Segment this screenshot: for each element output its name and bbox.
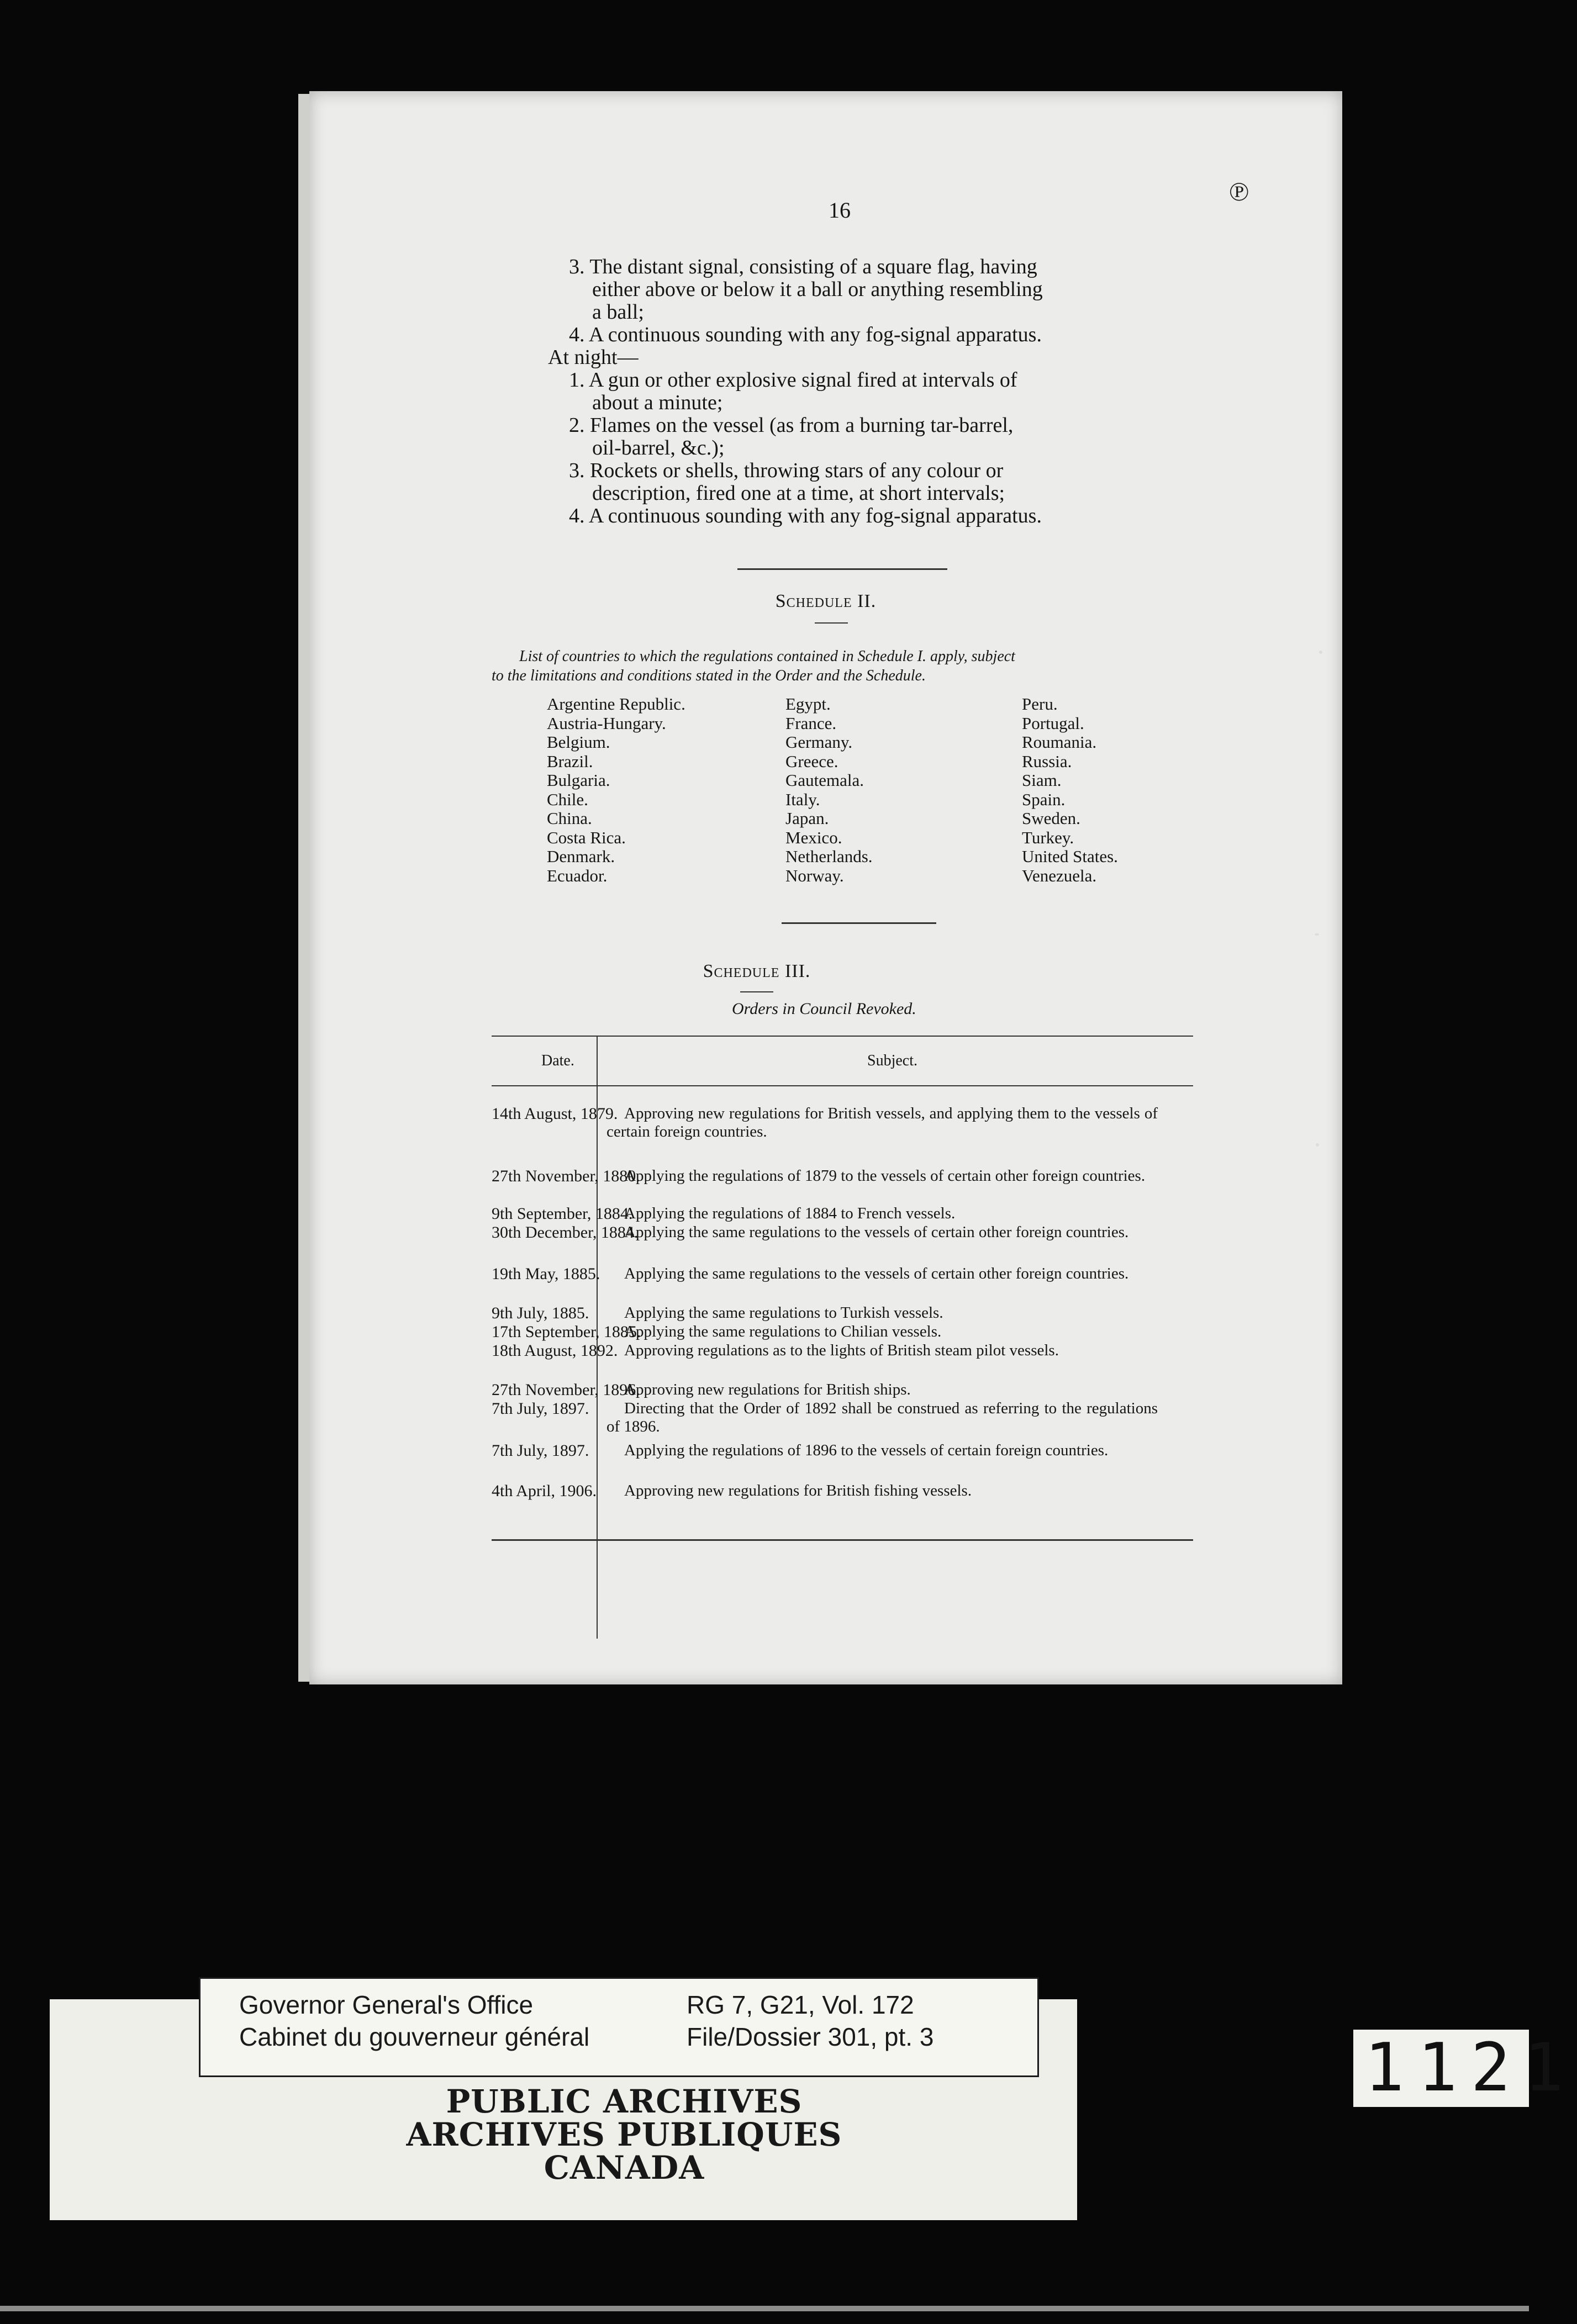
order-subject: Approving new regulations for British vessels, and applying them to the vessels of certain foreign countries.	[606, 1105, 1158, 1140]
country: Bulgaria.	[547, 770, 610, 790]
order-subject: Approving regulations as to the lights of British steam pilot vessels.	[624, 1341, 1059, 1359]
country: Venezuela.	[1022, 865, 1097, 885]
order-date: 30th December, 1884.	[492, 1223, 639, 1242]
order-subject: Approving new regulations for British ships.	[624, 1381, 911, 1398]
order-subject: Applying the same regulations to Chilian vessels.	[624, 1323, 942, 1340]
order-subject: Applying the regulations of 1884 to French vessels.	[624, 1205, 956, 1222]
schedule-2-title: Schedule II.	[775, 591, 877, 611]
country: France.	[785, 713, 837, 733]
country: Ecuador.	[547, 865, 608, 885]
country: China.	[547, 809, 592, 828]
order-subject: Directing that the Order of 1892 shall be construed as referring to the regulations of 1896.	[606, 1399, 1158, 1435]
schedule-3-subtitle: Orders in Council Revoked.	[732, 1000, 916, 1018]
country-column-3	[1022, 695, 1118, 885]
title-dash	[815, 622, 848, 624]
order-date: 19th May, 1885.	[492, 1265, 600, 1283]
order-subject: Applying the regulations of 1896 to the vessels of certain foreign countries.	[624, 1441, 1109, 1459]
column-header-date: Date.	[541, 1052, 574, 1069]
stamp-line-3: CANADA	[544, 2149, 705, 2186]
country: Chile.	[547, 789, 588, 809]
signal-item-3-line-3: a ball;	[592, 300, 644, 324]
page-number: 16	[829, 198, 851, 223]
order-subject: Applying the same regulations to the vessels of certain other foreign countries.	[624, 1265, 1129, 1282]
at-night-heading: At night—	[548, 346, 639, 369]
office-english: Governor General's Office	[239, 1990, 534, 2019]
signal-item-3-line-2: either above or below it a ball or anything resembling	[592, 278, 1043, 301]
schedule-3-title: Schedule III.	[703, 961, 811, 981]
public-archives-stamp	[376, 2085, 873, 2184]
schedule-2-intro-line-1: List of countries to which the regulations contained in Schedule I. apply, subject	[519, 648, 1015, 665]
order-date: 14th August, 1879.	[492, 1105, 618, 1123]
order-date: 4th April, 1906.	[492, 1482, 597, 1500]
country: Norway.	[785, 865, 844, 885]
country: Portugal.	[1022, 713, 1084, 733]
film-speck	[1316, 1143, 1319, 1147]
order-date: 7th July, 1897.	[492, 1399, 589, 1418]
country: Sweden.	[1022, 809, 1080, 828]
order-date: 27th November, 1880.	[492, 1167, 640, 1185]
night-item-2-line-2: oil-barrel, &c.);	[592, 436, 725, 459]
document-page	[309, 91, 1342, 1684]
country: Roumania.	[1022, 732, 1097, 752]
order-date: 27th November, 1896.	[492, 1381, 640, 1399]
night-item-3-line-2: description, fired one at a time, at short intervals;	[592, 482, 1005, 505]
country-column-2	[785, 695, 873, 885]
country: Russia.	[1022, 751, 1072, 771]
country: Gautemala.	[785, 770, 864, 790]
archive-reference-card	[199, 1977, 1039, 2077]
corner-handwritten-mark: ℗	[1229, 177, 1249, 207]
country: Greece.	[785, 751, 838, 771]
country: Austria-Hungary.	[547, 713, 666, 733]
film-speck	[1319, 651, 1322, 654]
country: Mexico.	[785, 827, 842, 847]
signal-item-3-line-1: 3. The distant signal, consisting of a square flag, having	[569, 255, 1037, 278]
order-date: 9th September, 1884.	[492, 1205, 633, 1223]
night-item-4: 4. A continuous sounding with any fog-signal apparatus.	[569, 504, 1042, 527]
night-item-2-line-1: 2. Flames on the vessel (as from a burning tar-barrel,	[569, 414, 1014, 437]
record-group-reference: RG 7, G21, Vol. 172	[687, 1990, 914, 2019]
order-date: 7th July, 1897.	[492, 1441, 589, 1460]
country: Netherlands.	[785, 847, 873, 866]
file-reference: File/Dossier 301, pt. 3	[687, 2022, 934, 2051]
country: Japan.	[785, 809, 829, 828]
title-dash	[740, 991, 773, 992]
order-subject: Approving new regulations for British fishing vessels.	[624, 1482, 972, 1499]
section-divider	[782, 922, 936, 924]
country: Egypt.	[785, 694, 831, 714]
order-subject: Applying the same regulations to the vessels of certain other foreign countries.	[624, 1223, 1129, 1241]
country: Argentine Republic.	[547, 694, 685, 714]
country: Peru.	[1022, 694, 1058, 714]
order-subject: Applying the same regulations to Turkish vessels.	[624, 1304, 943, 1322]
frame-number: 1121	[1353, 2030, 1529, 2107]
table-bottom-rule	[492, 1539, 1193, 1541]
country: Germany.	[785, 732, 853, 752]
order-date: 18th August, 1892.	[492, 1341, 618, 1360]
night-item-1-line-1: 1. A gun or other explosive signal fired at intervals of	[569, 368, 1017, 392]
country: United States.	[1022, 847, 1118, 866]
country: Costa Rica.	[547, 827, 626, 847]
country: Belgium.	[547, 732, 610, 752]
country: Turkey.	[1022, 827, 1074, 847]
night-item-3-line-1: 3. Rockets or shells, throwing stars of any colour or	[569, 459, 1004, 482]
office-french: Cabinet du gouverneur général	[239, 2022, 590, 2051]
country: Denmark.	[547, 847, 615, 866]
country: Siam.	[1022, 770, 1062, 790]
order-subject: Applying the regulations of 1879 to the vessels of certain other foreign countries.	[624, 1167, 1146, 1185]
stamp-line-2: ARCHIVES PUBLIQUES	[406, 2116, 842, 2153]
column-header-subject: Subject.	[867, 1052, 917, 1069]
stamp-line-1: PUBLIC ARCHIVES	[446, 2083, 803, 2120]
signal-item-4: 4. A continuous sounding with any fog-signal apparatus.	[569, 323, 1042, 346]
section-divider	[737, 568, 947, 570]
order-date: 17th September, 1885.	[492, 1323, 641, 1341]
night-item-1-line-2: about a minute;	[592, 391, 723, 414]
film-edge-band	[0, 2306, 1529, 2311]
film-speck	[1315, 933, 1319, 936]
order-date: 9th July, 1885.	[492, 1304, 589, 1322]
country-column-1	[547, 695, 685, 885]
country: Italy.	[785, 789, 820, 809]
country: Spain.	[1022, 789, 1066, 809]
schedule-2-intro-line-2: to the limitations and conditions stated in the Order and the Schedule.	[492, 667, 926, 684]
country: Brazil.	[547, 751, 593, 771]
